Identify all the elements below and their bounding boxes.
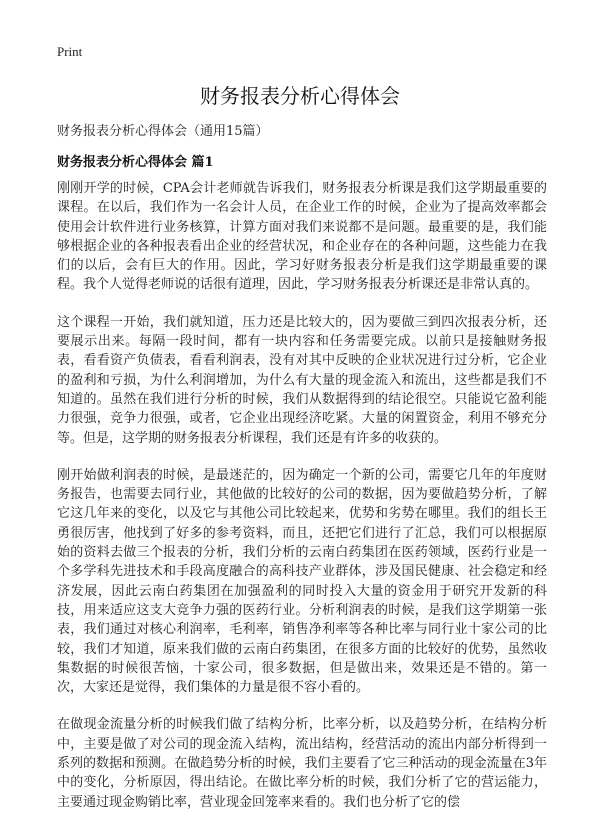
document-subtitle: 财务报表分析心得体会（通用15篇） <box>57 124 269 139</box>
paragraph-4: 在做现金流量分析的时候我们做了结构分析，比率分析，以及趋势分析，在结构分析中，主要是做了对公司的现金流入结构，流出结构，经营活动的流出内部分析得到一系列的数据和预测。在做趋势分析的时候，我们主要看了它三种活动的现金流量在3年中的变化，分析原因，得出结论。在做比率分析的时候，我们分析了它的营运能力，主要通过现金购销比率，营业现金回笼率来看的。我们也分析了它的偿 <box>57 717 547 810</box>
paragraph-1: 刚刚开学的时候，CPA会计老师就告诉我们，财务报表分析课是我们这学期最重要的课程。在以后，我们作为一名会计人员，在企业工作的时候，企业为了提高效率都会使用会计软件进行业务核算，计算方面对我们来说都不是问题。最重要的是，我们能够根据企业的各种报表看出企业的经营状况，和企业存在的各种问题，这些能力在我们的以后，会有巨大的作用。因此，学习好财务报表分析是我们这学期最重要的课程。我个人觉得老师说的话很有道理，因此，学习财务报表分析课还是非常认真的。 <box>57 181 547 293</box>
paragraph-2: 这个课程一开始，我们就知道，压力还是比较大的，因为要做三到四次报表分析，还要展示出来。每隔一段时间，都有一块内容和任务需要完成。以前只是接触财务报表，看看资产负债表，看看利润表，没有对其中反映的企业状况进行过分析，它企业的盈利和亏损，为什么利润增加，为什么有大量的现金流入和流出，这些都是我们不知道的。虽然在我们进行分析的时候，我们从数据得到的结论很空。只能说它盈利能力很强，竞争力很强，或者，它企业出现经济吃紧。大量的闲置资金，利用不够充分等。但是，这学期的财务报表分析课程，我们还是有许多的收获的。 <box>57 314 547 446</box>
print-link[interactable]: Print <box>57 44 83 59</box>
section-heading: 财务报表分析心得体会 篇1 <box>57 155 214 170</box>
paragraph-3: 刚开始做利润表的时候，是最迷茫的，因为确定一个新的公司，需要它几年的年度财务报告，也需要去同行业，其他做的比较好的公司的数据，因为要做趋势分析，了解它这几年来的变化，以及它与其他公司比较起来，优势和劣势在哪里。我们的组长王勇很厉害，他找到了好多的参考资料，而且，还把它们进行了汇总，我们可以根据原始的资料去做三个报表的分析，我们分析的云南白药集团在医药领域，医药行业是一个多学科先进技术和手段高度融合的高科技产业群体，涉及国民健康、社会稳定和经济发展，因此云南白药集团在加强盈利的同时投入大量的资金用于研究开发新的科技，用来适应这支大竞争力强的医药行业。分析利润表的时候，是我们这学期第一张表，我们通过对核心利润率，毛利率，销售净利率等各种比率与同行业十家公司的比较，我们才知道，原来我们做的云南白药集团，在很多方面的比较好的优势，虽然收集数据的时候很苦恼，十家公司，很多数据，但是做出来，效果还是不错的。第一次，大家还是觉得，我们集体的力量是很不容小看的。 <box>57 467 547 696</box>
article-body <box>57 179 547 830</box>
page-title: 财务报表分析心得体会 <box>200 84 400 108</box>
